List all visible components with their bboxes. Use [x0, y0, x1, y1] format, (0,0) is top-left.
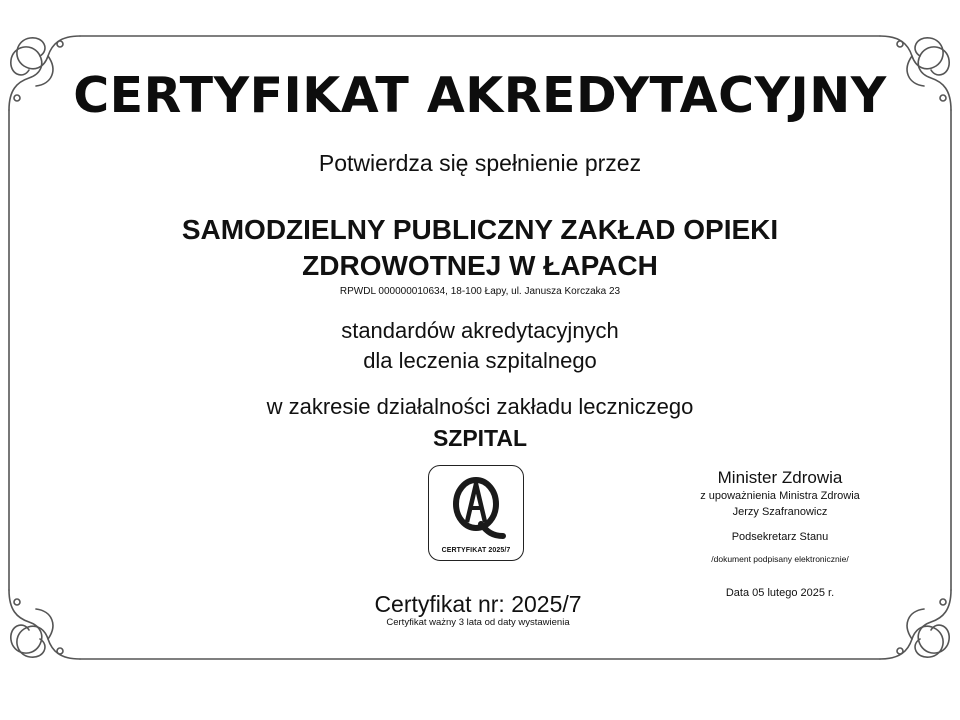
certificate-validity: Certyfikat ważny 3 lata od daty wystawienia — [386, 617, 570, 628]
signatory-name: Jerzy Szafranowicz — [732, 506, 828, 518]
unit-name: SZPITAL — [432, 425, 528, 451]
standards-line1: standardów akredytacyjnych — [341, 318, 619, 343]
minister-title: Minister Zdrowia — [717, 468, 843, 487]
standards-line2: dla leczenia szpitalnego — [363, 348, 597, 373]
institution-registry: RPWDL 000000010634, 18-100 Łapy, ul. Janusza Korczaka 23 — [339, 286, 621, 297]
date-label: Data — [725, 587, 750, 599]
institution-name-line1: SAMODZIELNY PUBLICZNY ZAKŁAD OPIEKI — [181, 214, 779, 245]
logo-caption: CERTYFIKAT 2025/7 — [441, 547, 511, 554]
electronic-signature-note: /dokument podpisany elektronicznie/ — [711, 554, 849, 564]
accreditation-logo-icon — [428, 465, 524, 561]
signatory-rank: Podsekretarz Stanu — [731, 531, 829, 543]
issue-date — [660, 586, 900, 600]
certificate-number: Certyfikat nr: 2025/7 — [374, 591, 582, 617]
authorization-text: z upoważnienia Ministra Zdrowia — [700, 490, 860, 502]
date-value: 05 lutego 2025 r. — [752, 587, 835, 599]
institution-name-line2: ZDROWOTNEJ W ŁAPACH — [302, 250, 658, 281]
scope-text: w zakresie działalności zakładu leczniczego — [266, 394, 694, 419]
certificate-title: CERTYFIKAT AKREDYTACYJNY — [73, 67, 887, 124]
intro-text: Potwierdza się spełnienie przez — [318, 150, 642, 176]
